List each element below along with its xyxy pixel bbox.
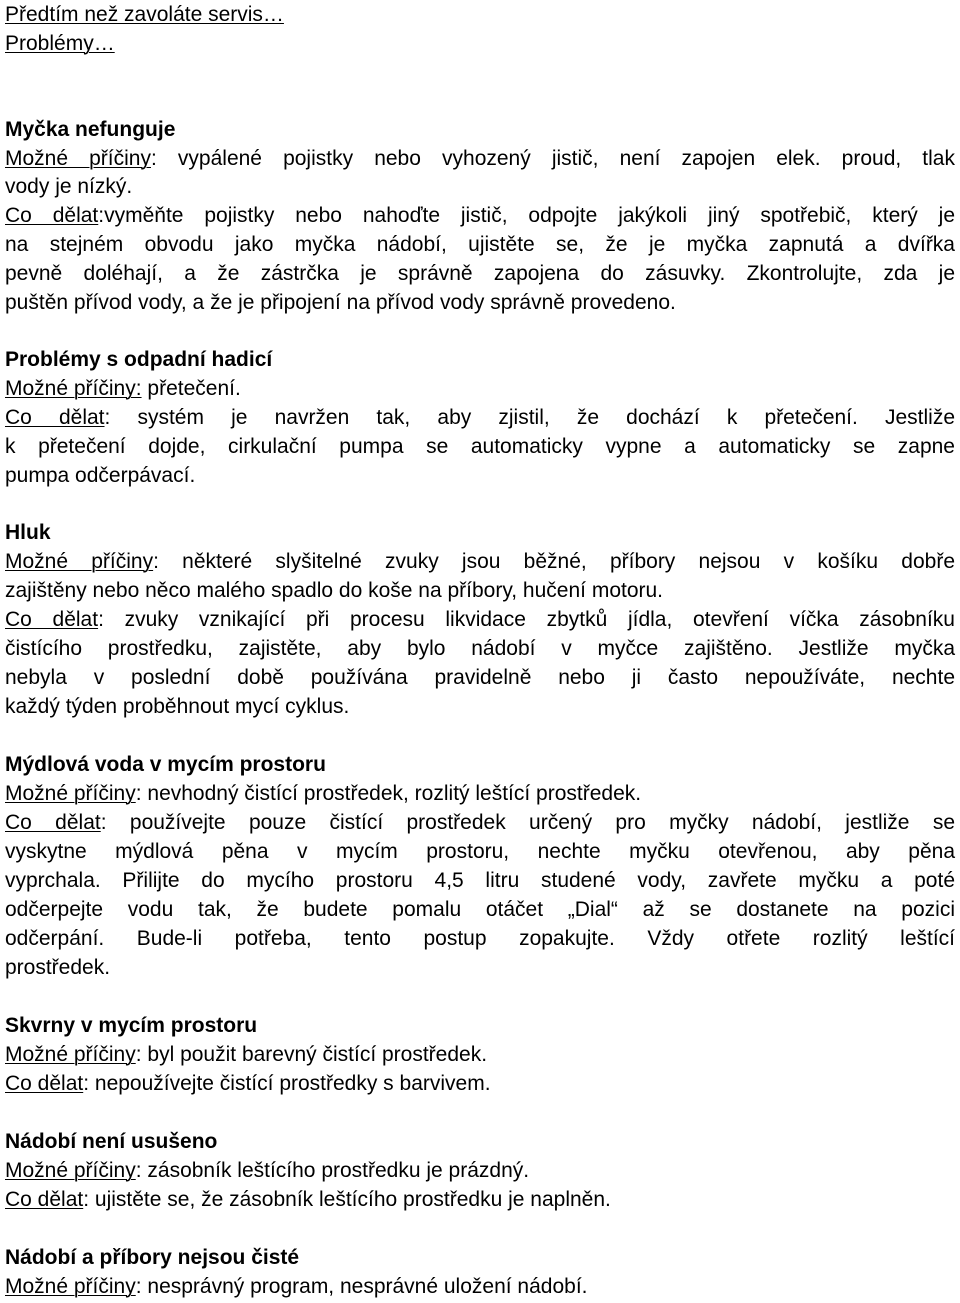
text-line: [5, 1185, 611, 1214]
text-line: [5, 924, 955, 953]
text-line: [5, 605, 955, 634]
underlined-label: Co dělat: [5, 1072, 84, 1095]
line-text: : nepoužívejte čistící prostředky s barvivem.: [83, 1072, 491, 1095]
text-line: [5, 144, 955, 173]
line-text: zajištěny nebo něco malého spadlo do koše na příbory, hučení motoru.: [5, 579, 664, 602]
line-text: Skvrny v mycím prostoru: [5, 1014, 258, 1037]
text-line: [5, 692, 349, 721]
line-text: Nádobí není usušeno: [5, 1130, 218, 1153]
text-line: [5, 259, 955, 288]
line-text: Mýdlová voda v mycím prostoru: [5, 753, 326, 776]
line-text: Hluk: [5, 521, 51, 544]
underlined-label: Co dělat: [5, 204, 99, 227]
line-text: : systém je navržen tak, aby zjistil, že dochází k přetečení. Jestliže: [104, 406, 955, 429]
line-text: : vypálené pojistky nebo vyhozený jistič, není zapojen elek. proud, tlak: [150, 147, 955, 170]
underlined-label: Možné příčiny: [5, 147, 151, 170]
line-text: : některé slyšitelné zvuky jsou běžné, příbory nejsou v košíku dobře: [153, 550, 955, 573]
text-line: [5, 953, 110, 982]
line-text: : nevhodný čistící prostředek, rozlitý leštící prostředek.: [135, 782, 642, 805]
line-text: vyprchala. Přilijte do mycího prostoru 4,5 litru studené vody, zavřete myčku a poté: [5, 869, 955, 892]
underlined-label: Možné příčiny: [5, 1159, 136, 1182]
line-text: nebyla v poslední době používána pravidelně nebo ji často nepoužíváte, nechte: [5, 666, 955, 689]
underlined-label: Problémy…: [5, 32, 115, 55]
underlined-label: Možné příčiny: [5, 1043, 136, 1066]
line-text: odčerpání. Bude-li potřeba, tento postup zopakujte. Vždy otřete rozlitý leštící: [5, 927, 955, 950]
line-text: Problémy s odpadní hadicí: [5, 348, 273, 371]
text-line: [5, 230, 955, 259]
section-heading: [5, 1127, 217, 1156]
line-text: Myčka nefunguje: [5, 118, 176, 141]
underlined-label: Co dělat: [5, 811, 101, 834]
underlined-label: Co dělat: [5, 1188, 84, 1211]
text-line: [5, 576, 663, 605]
text-line: [5, 288, 676, 317]
text-line: [5, 866, 955, 895]
text-line: [5, 201, 955, 230]
line-text: vyskytne mýdlová pěna v mycím prostoru, nechte myčku otevřenou, aby pěna: [5, 840, 955, 863]
underlined-label: Možné příčiny: [5, 550, 154, 573]
line-text: : ujistěte se, že zásobník leštícího prostředku je naplněn.: [83, 1188, 611, 1211]
line-text: pevně doléhají, a že zástrčka je správně zapojena do zásuvky. Zkontrolujte, zda je: [5, 262, 955, 285]
line-text: k přetečení dojde, cirkulační pumpa se automaticky vypne a automaticky se zapne: [5, 435, 955, 458]
text-line: [5, 403, 955, 432]
text-line: [5, 1040, 487, 1069]
underlined-label: Co dělat: [5, 406, 105, 429]
text-line: [5, 29, 115, 58]
underlined-label: Možné příčiny:: [5, 377, 142, 400]
text-line: [5, 1272, 588, 1301]
line-text: :vyměňte pojistky nebo nahoďte jistič, odpojte jakýkoli jiný spotřebič, který je: [98, 204, 955, 227]
text-line: [5, 374, 241, 403]
text-line: [5, 895, 955, 924]
line-text: : nesprávný program, nesprávné uložení nádobí.: [135, 1275, 588, 1298]
text-line: [5, 172, 132, 201]
text-line: [5, 634, 955, 663]
underlined-label: Možné příčiny: [5, 782, 136, 805]
section-heading: [5, 1243, 299, 1272]
line-text: : používejte pouze čistící prostředek určený pro myčky nádobí, jestliže se: [100, 811, 955, 834]
text-line: [5, 0, 284, 29]
section-heading: [5, 518, 51, 547]
line-text: prostředek.: [5, 956, 111, 979]
text-line: [5, 779, 641, 808]
line-text: Nádobí a příbory nejsou čisté: [5, 1246, 300, 1269]
text-line: [5, 663, 955, 692]
text-line: [5, 1069, 491, 1098]
text-line: [5, 432, 955, 461]
text-line: [5, 808, 955, 837]
line-text: puštěn přívod vody, a že je připojení na přívod vody správně provedeno.: [5, 291, 676, 314]
text-line: [5, 1156, 529, 1185]
line-text: : zásobník leštícího prostředku je prázdný.: [135, 1159, 530, 1182]
text-line: [5, 547, 955, 576]
line-text: odčerpejte vodu tak, že budete pomalu otáčet „Dial“ až se dostanete na pozici: [5, 898, 955, 921]
line-text: vody je nízký.: [5, 175, 133, 198]
underlined-label: Předtím než zavoláte servis…: [5, 3, 284, 26]
line-text: přetečení.: [141, 377, 241, 400]
line-text: každý týden proběhnout mycí cyklus.: [5, 695, 350, 718]
section-heading: [5, 345, 272, 374]
line-text: čistícího prostředku, zajistěte, aby bylo nádobí v myčce zajištěno. Jestliže myčka: [5, 637, 955, 660]
line-text: na stejném obvodu jako myčka nádobí, ujistěte se, že je myčka zapnutá a dvířka: [5, 233, 955, 256]
section-heading: [5, 115, 175, 144]
line-text: : byl použit barevný čistící prostředek.: [135, 1043, 488, 1066]
text-line: [5, 461, 195, 490]
line-text: pumpa odčerpávací.: [5, 464, 196, 487]
line-text: : zvuky vznikající při procesu likvidace zbytků jídla, otevření víčka zásobníku: [98, 608, 955, 631]
section-heading: [5, 1011, 257, 1040]
section-heading: [5, 750, 326, 779]
underlined-label: Co dělat: [5, 608, 99, 631]
underlined-label: Možné příčiny: [5, 1275, 136, 1298]
text-line: [5, 837, 955, 866]
